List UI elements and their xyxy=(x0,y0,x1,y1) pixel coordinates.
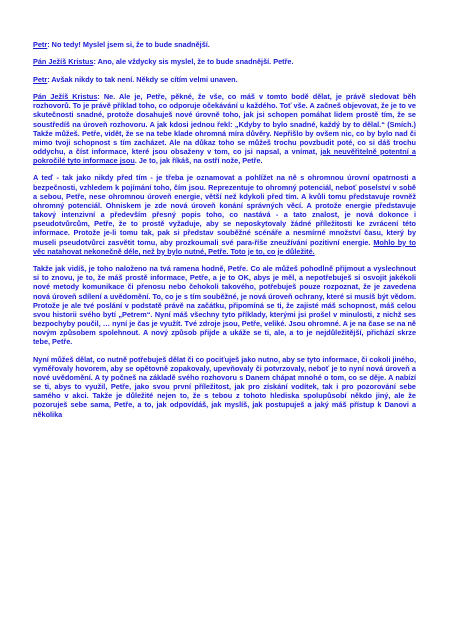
paragraph-text: . Je to, jak říkáš, na ostří nože, Petře. xyxy=(134,156,263,166)
paragraph-text: Takže jak vidíš, je toho naloženo na tvá ramena hodně, Petře. Co ale můžeš pohodlně přijmout a vyslechnout si to znovu, je to, že máš prostě informace, Petře, a je to OK, abys je měl, a nepotřebuješ si osvojit jakékoli nové metody komunikace či přenosu nebo čehokoli takového, potřebuješ pouze rozpoznat, že je zavedena nová úroveň sdílení a uvědomění. To, co je s tím souběžné, je nová úroveň ochrany, které si musíš být vědom. Protože je ale tvé poslání v podstatě právě na začátku, připomíná se ti, že zajisté máš schopnost, máš celou svou historii svého bytí „Petrem“. Nyní máš všechny tyto příklady, kterými jsi prošel v minulosti, z nichž ses bezpochyby poučil, … nyní je čas je využít. Tvé zdroje jsou, Petře, veliké. Jsou ohromné. A je na čase se na ně novým způsobem spolehnout. A nový způsob přijde a ukáže se ti, ale, a to je nejdůležitější, přichází skrze tebe, Petře. xyxy=(33,264,416,347)
underlined-text: jak neuvěřitelně potentní a pokročilé tyto informace jsou xyxy=(33,146,416,166)
paragraph-6 xyxy=(33,264,416,346)
paragraph-text: Avšak nikdy to tak není. Někdy se cítím velmi unaven. xyxy=(51,74,238,84)
speaker-label: Petr xyxy=(33,74,48,84)
paragraph-text: Ne. Ale je, Petře, pěkné, že vše, co máš v tomto bodě dělat, je právě sledovat běh rozhovorů. To je právě příklad toho, co odporuje očekávání u každého. Toť vše. A začneš objevovat, že je to ve skutečnosti snadné, protože dosahuješ nové úrovně toho, jak jsi schopen pomáhat lidem prostě tím, že se soustředíš na úroveň rozhovoru. A jak kdosi jednou řekl: „Kdyby to bylo snadné, každý by to dělal.“ (Smích.) Takže můžeš. Petře, vidět, že se na tebe klade ohromná míra důvěry. Nepřišlo by ovšem nic, co by bylo nad či mimo tvoji schopnost s tím zacházet. Ale na důkaz toho se můžeš trochu povzbudit poté, co si dáš trochu oddychu, a číst informace, které jsou obsaženy v tom, co jsi napsal, a vnímat, xyxy=(33,92,416,156)
paragraph-5 xyxy=(33,173,416,255)
paragraph-text: A teď - tak jako nikdy před tím - je třeba je oznamovat a pohlížet na ně s ohromnou úrovní opatrnosti a bezpečnosti, vzhledem k pojímání toho, čím jsou. Reprezentuje to ohromný potenciál, neboť poselství v sobě a sebou, Petře, nese ohromnou úroveň energie, větší než kdykoli před tím. A kvůli tomu představuje rovněž ohromný potenciál. Ohniskem je zde nová úroveň konání správných věcí. A protože energie představuje takový intenzivní a především přesný popis toho, co nastává - a tato znalost, je nová dokonce i pseudotvůrcům, Petře, že to prostě vyžaduje, aby se neposkytovaly žádné příležitosti ke zvrácení této informace. Protože je-li tomu tak, pak si představ souběžné scénáře a nesmírné množství času, který by museli pseudotvůrci zasvětit tomu, aby prozkoumali své para-říše zneužívání pozitivní energie. xyxy=(33,173,416,247)
paragraph-7 xyxy=(33,355,416,419)
paragraph-text: Nyní můžeš dělat, co nutně potřebuješ dělat či co pociťuješ jako nutno, aby se tyto informace, či cokoli jiného, vyměřovaly hovorem, aby se opětovně zopakovaly, upevňovaly či potvrzovaly, neboť je to nyní nová úroveň a nové uvědomění. A ty počneš na základě svého rozhovoru s Danem chápat mnohé o tom, co se děje. A nabízí se ti, abys to využil, Petře, jako svou první příležitost, jak pro získání vodítek, tak i pro pozorování sebe samého v akci. Takže je důležité nejen to, že s tebou z tohoto hlediska spolupůsobí někdo jiný, ale že pozoruješ sebe sama, Petře, a to, jak odpovídáš, jak myslíš, jak postupuješ a jaký máš přístup k Danovi a několika xyxy=(33,354,417,419)
speaker-label: Petr xyxy=(33,40,48,49)
paragraph-text: Ano, ale vždycky sis myslel, že to bude snadnější. Petře. xyxy=(97,57,294,67)
speaker-label: Pán Ježíš Kristus xyxy=(33,92,98,102)
speaker-label: Pán Ježíš Kristus xyxy=(33,57,94,67)
paragraph-3: Petr: Avšak nikdy to tak není. Někdy se cítím velmi unaven. xyxy=(33,74,238,84)
paragraph-text: No tedy! Myslel jsem si, že to bude snadnější. xyxy=(51,40,210,49)
paragraph-1: Petr: No tedy! Myslel jsem si, že to bude snadnější. xyxy=(33,40,210,49)
paragraph-4: Pán Ježíš Kristus: Ne. Ale je, Petře, pěkné, že vše, co máš v tomto bodě dělat, je právě sledovat běh rozhovorů. To je právě příklad toho, co odporuje očekávání u každého. Toť vše. A začneš objevovat, že je to ve skutečnosti snadné, protože dosahuješ nové úrovně toho, jak jsi schopen pomáhat lidem prostě tím, že se soustředíš na úroveň rozhovoru. A jak kdosi jednou řekl: „Kdyby to bylo snadné, každý by to dělal.“ (Smích.) Takže můžeš. Petře, vidět, že se na tebe klade ohromná míra důvěry. Nepřišlo by ovšem nic, co by bylo nad či mimo tvoji schopnost s tím zacházet. Ale na důkaz toho se můžeš trochu povzbudit poté, co si dáš trochu oddychu, a číst informace, které jsou obsaženy v tom, co jsi napsal, a vnímat, jak neuvěřitelně potentní a pokročilé tyto informace jsou. Je to, jak říkáš, na ostří nože, Petře. xyxy=(33,92,416,166)
underlined-text: Mohlo by to věc natahovat nekonečně déle, než by bylo nutné, Petře. Toto je to, co je důležité. xyxy=(33,237,416,256)
paragraph-2: Pán Ježíš Kristus: Ano, ale vždycky sis myslel, že to bude snadnější. Petře. xyxy=(33,57,294,67)
